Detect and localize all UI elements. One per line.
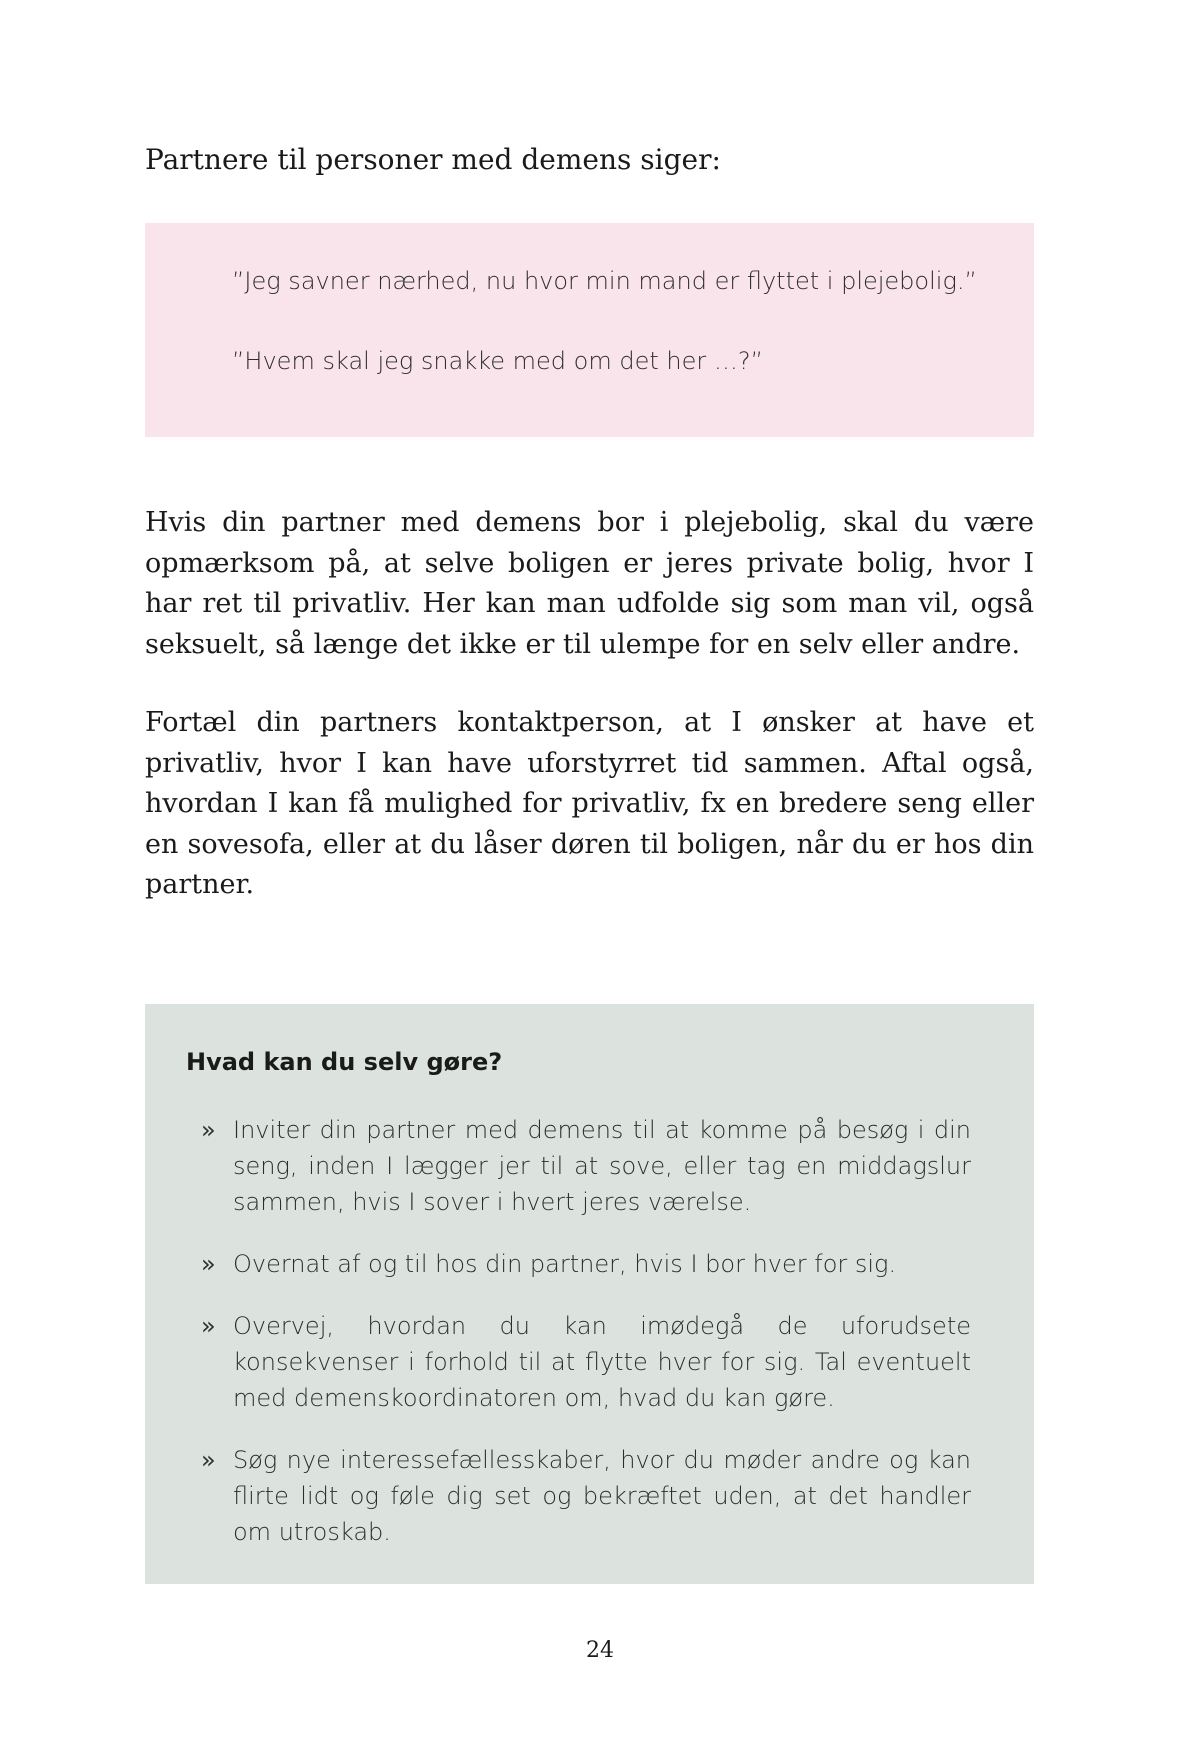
tip-item-4 [201,1442,971,1550]
bullet-icon: » [201,1312,216,1340]
tip-item-3 [201,1308,971,1416]
tip-text: Søg nye interessefællesskaber, hvor du møder andre og kan flirte lidt og føle dig set og bekræftet uden, at det handler om utroskab. [233,1446,971,1546]
tip-text: Overnat af og til hos din partner, hvis I bor hver for sig. [233,1250,897,1278]
quote-1: ”Jeg savner nærhed, nu hvor min mand er flyttet i plejebolig.” [232,267,977,295]
quote-2: ”Hvem skal jeg snakke med om det her …?” [232,347,764,375]
tips-box [145,1004,1034,1584]
bullet-icon: » [201,1116,216,1144]
body-paragraph-2: Fortæl din partners kontaktperson, at I ønsker at have et privatliv, hvor I kan have uforstyrret tid sammen. Aftal også, hvordan I kan få mulighed for privatliv, fx en bredere seng eller en sovesofa, eller at du låser døren til boligen, når du er hos din partner. [145,707,1034,900]
bullet-icon: » [201,1250,216,1278]
intro-text: Partnere til personer med demens siger: [145,143,721,176]
tips-heading: Hvad kan du selv gøre? [186,1048,503,1076]
tip-text: Inviter din partner med demens til at komme på besøg i din seng, inden I lægger jer til at sove, eller tag en middagslur sammen, hvis I sover i hvert jeres værelse. [233,1116,971,1216]
bullet-icon: » [201,1446,216,1474]
page-number: 24 [586,1638,614,1663]
tip-item-1 [201,1112,971,1220]
tip-item-2 [201,1246,971,1282]
tip-text: Overvej, hvordan du kan imødegå de uforudsete konsekvenser i forhold til at flytte hver for sig. Tal eventuelt med demenskoordinatoren om, hvad du kan gøre. [233,1312,971,1412]
tips-list [201,1112,971,1576]
quote-box [145,223,1034,437]
body-paragraph-1: Hvis din partner med demens bor i plejebolig, skal du være opmærksom på, at selve boligen er jeres private bolig, hvor I har ret til privatliv. Her kan man udfolde sig som man vil, også seksuelt, så længe det ikke er til ulempe for en selv eller andre. [145,507,1034,660]
